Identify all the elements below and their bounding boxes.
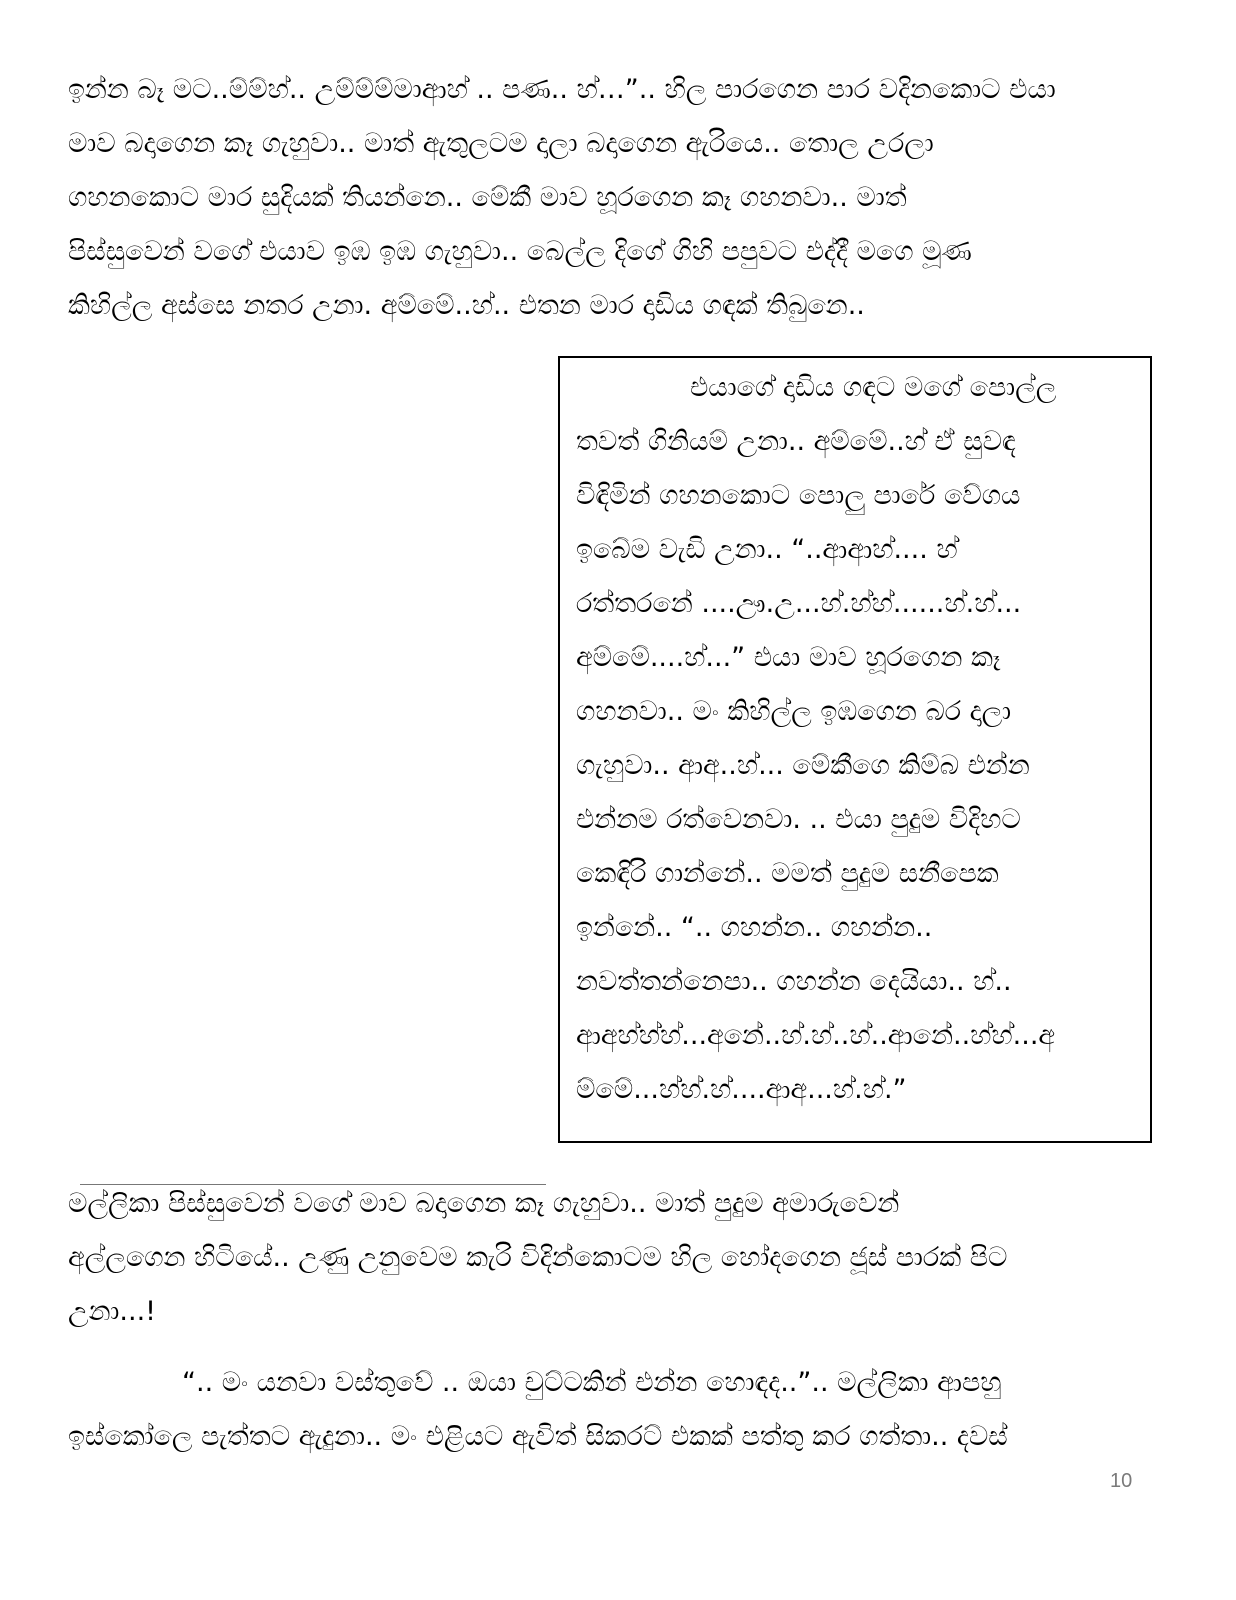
text-line: ඉන්න බෑ මට..ම්ම්හ්.. උම්ම්ම්මාආහ් .. පණ.. හ්…”.. හිල පාරගෙන පාර වදිනකොට එයා [68, 74, 1056, 105]
text-line: උනා...! [68, 1296, 156, 1327]
box-text-line: රත්තරනේ ....ඌ.උ...හ්.හ්හ්......හ්.හ්... [576, 588, 1022, 619]
page-number: 10 [1110, 1470, 1133, 1492]
box-text-line: ගහනවා.. මං කිහිල්ල ඉඹගෙන බර දාලා [576, 696, 1012, 727]
box-text-line: එයාගේ දාඩිය ගඳට මගේ පොල්ල [690, 372, 1057, 403]
box-text-line: තවත් ගිනියම් උනා.. අම්මේ..හ් ඒ සුවඳ [576, 426, 1016, 457]
text-line: “.. මං යනවා වස්තුවේ .. ඔයා චුට්ටකින් එන්න හොඳද..”.. මල්ලිකා ආපහු [182, 1367, 1002, 1398]
box-text-line: ඉබේම වැඩි උනා.. “..ආආහ්.... හ් [576, 534, 958, 565]
box-text-line: ම්මේ...හ්හ්.හ්....ආඅ...හ්.හ්.” [576, 1074, 907, 1105]
text-line: ගහනකොට මාර සුදියක් තියන්නෙ.. මේකී මාව හූරගෙන කෑ ගහනවා.. මාත් [68, 182, 907, 213]
text-line: පිස්සුවෙන් වගේ එයාව ඉඹ ඉඹ ගැහුවා.. බෙල්ල දිගේ ගිහි පපුවට එද්දී මගෙ මූණ [68, 236, 972, 267]
box-text-line: කෙඳිරි ගාන්නේ.. මමත් පුදුම සනීපෙක [576, 858, 999, 889]
text-line: ඉස්කෝලෙ පැත්තට ඇදුනා.. මං එළියට ඇවිත් සිකරට් එකක් පත්තු කර ගත්තා.. දවස් [68, 1421, 1008, 1452]
box-text-line: විඳිමින් ගහනකොට පොලු පාරේ වේගය [576, 480, 1021, 511]
box-text-line: අම්මේ....හ්...” එයා මාව හූරගෙන කෑ [576, 642, 1001, 673]
box-text-line: එන්නම රත්වෙනවා. .. එයා පුදුම විදිහට [576, 804, 1021, 835]
text-line: මාව බදාගෙන කෑ ගැහුවා.. මාත් ඇතුලටම දාලා බදාගෙන ඇරියෙ.. තොල උරලා [68, 128, 934, 159]
box-text-line: ඉන්නේ.. “.. ගහන්න.. ගහන්න.. [576, 912, 933, 943]
text-line: මල්ලිකා පිස්සුවෙන් වගේ මාව බදාගෙන කෑ ගැහුවා.. මාත් පුදුම අමාරුවෙන් [68, 1188, 900, 1219]
box-text-line: ගැහුවා.. ආඅ..හ්... මේකීගෙ කිම්බ එන්න [576, 750, 1030, 781]
box-text-line: ආඅහ්හ්හ්...අනේ..හ්.හ්..හ්..ආනේ..හ්හ්...අ [576, 1020, 1056, 1051]
text-line: කිහිල්ල අස්සෙ නතර උනා. අම්මේ..හ්.. එතන මාර දාඩිය ගඳක් තිබුනෙ.. [68, 290, 865, 321]
text-line: අල්ලගෙන හිටියේ.. උණු උනුවෙම කැරි විදින්කොටම හිල හෝදගෙන ජූස් පාරක් පිට [68, 1242, 1008, 1273]
text-box [558, 356, 1152, 1143]
box-text-line: නවත්තන්නෙපා.. ගහන්න දෙයියා.. හ්.. [576, 966, 1012, 997]
